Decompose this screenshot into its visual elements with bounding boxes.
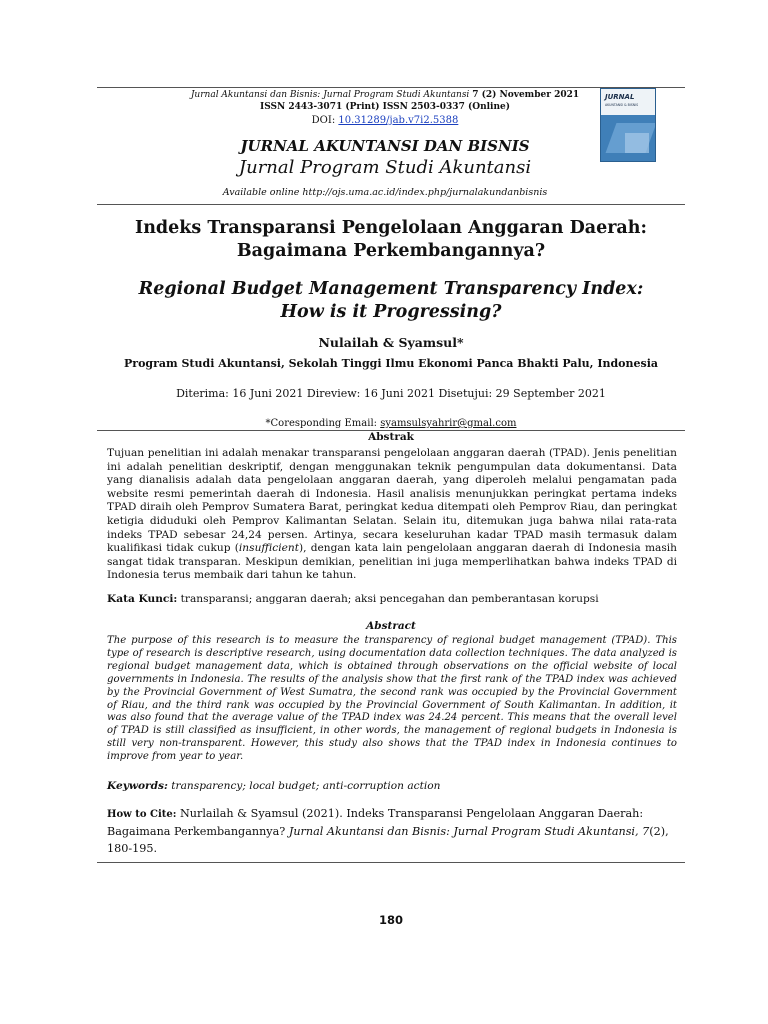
journal-citation-line — [150, 90, 620, 100]
affiliation: Program Studi Akuntansi, Sekolah Tinggi Ilmu Ekonomi Panca Bhakti Palu, Indonesia — [124, 357, 658, 370]
article-title-english — [97, 278, 685, 324]
page-number: 180 — [378, 913, 403, 927]
abstrak-body-italic: insufficient — [238, 542, 299, 555]
citation-journal: Jurnal Akuntansi dan Bisnis: Jurnal Program Studi Akuntansi, 7 — [288, 825, 650, 838]
abstrak-keywords — [107, 593, 677, 606]
cover-graphic-accent — [625, 133, 649, 153]
abstract-body: The purpose of this research is to measure the transparency of regional budget management (TPAD). This type of research is descriptive research, using documentation data collection techniques. The data analyzed is regional budget management data, which is obtained through observations on the official website of local governments in Indonesia. The results of the analysis show that the first rank of the TPAD index was achieved by the Provincial Government of West Sumatra, the second rank was occupied by the Provincial Government of Riau, and the third rank was occupied by the Provincial Government of South Kalimantan. In addition, it was also found that the average value of the TPAD index was 24.24 percent. This means that the overall level of TPAD is still classified as insufficient, in other words, the management of regional budgets in Indonesia is still very non-transparent. However, this study also shows that the TPAD index in Indonesia continues to improve from year to year. — [107, 635, 677, 763]
available-online: Available online http://ojs.uma.ac.id/index.php/jurnalakundanbisnis — [222, 187, 548, 198]
abstract-heading: Abstract — [366, 620, 416, 632]
title-id-line2: Bagaimana Perkembangannya? — [236, 241, 546, 261]
article-dates: Diterima: 16 Juni 2021 Direview: 16 Juni 2021 Disetujui: 29 September 2021 — [176, 387, 606, 400]
email-label: *Coresponding Email: — [265, 418, 378, 429]
abstract-keywords — [107, 780, 677, 793]
keywords-text: transparency; local budget; anti-corruption action — [171, 780, 441, 792]
doi-label: DOI: — [311, 115, 336, 126]
authors: Nulailah & Syamsul* — [318, 335, 464, 350]
kata-kunci-text: transparansi; anggaran daerah; aksi pencegahan dan pemberantasan korupsi — [180, 593, 599, 605]
abstrak-body-part2: ), dengan kata lain pengelolaan anggaran daerah di Indonesia masih sangat tidak transparan. Meskipun demikian, penelitian ini juga memperlihatkan bahwa indeks TPAD di Indonesia terus membaik dari tahun ke tahun. — [107, 542, 678, 582]
title-en-line2: How is it Progressing? — [280, 302, 502, 322]
citation-text: Nurlailah & Syamsul (2021). Indeks Transparansi Pengelolaan Anggaran Daerah: Bagaimana Perkembangannya? — [107, 807, 644, 838]
journal-subtitle: Jurnal Program Studi Akuntansi — [238, 157, 532, 178]
header-rule-bottom — [97, 204, 685, 205]
title-en-line1: Regional Budget Management Transparency Index: — [138, 279, 644, 299]
how-to-cite-label: How to Cite: — [107, 809, 177, 820]
citation-pages: (2), 180-195. — [107, 825, 669, 855]
doi-link[interactable]: 10.31289/jab.v7i2.5388 — [338, 115, 459, 126]
cover-subtitle: AKUNTANSI & BISNIS — [605, 103, 639, 107]
header-rule-top — [97, 87, 685, 88]
corresponding-email — [97, 418, 685, 429]
abstrak-body-part1: Tujuan penelitian ini adalah menakar transparansi pengelolaan anggaran daerah (TPAD). Jenis penelitian ini adalah penelitian deskriptif, dengan menggunakan teknik pengumpulan data dokumentansi. Data yang dianalisis adalah data pengelolaan anggaran daerah, yang diperoleh melalui pengamatan pada website resmi pemerintah daerah di Indonesia. Hasil analisis menunjukkan peringkat pertama indeks TPAD diraih oleh Pemprov Sumatera Barat, peringkat kedua ditempati oleh Pemprov Riau, dan peringkat ketigia diduduki oleh Pemprov Kalimantan Selatan. Selain itu, ditemukan juga bahwa nilai rata-rata indeks TPAD sebesar 24,24 persen. Artinya, secara keseluruhan kadar TPAD masih termasuk dalam kualifikasi tidak cukup ( — [107, 447, 677, 555]
issn-line: ISSN 2443-3071 (Print) ISSN 2503-0337 (Online) — [260, 102, 510, 112]
keywords-label: Keywords: — [107, 780, 168, 792]
journal-title: JURNAL AKUNTANSI DAN BISNIS — [240, 137, 530, 155]
article-title-indonesian — [97, 217, 685, 263]
abstrak-heading: Abstrak — [368, 431, 414, 443]
email-link[interactable]: syamsulsyahrir@gmal.com — [380, 418, 517, 429]
journal-citation-issue: 7 (2) November 2021 — [472, 90, 580, 100]
doi-line — [150, 115, 620, 126]
journal-cover-image — [600, 88, 656, 162]
title-id-line1: Indeks Transparansi Pengelolaan Anggaran Daerah: — [135, 218, 647, 238]
abstrak-body — [107, 447, 677, 583]
kata-kunci-label: Kata Kunci: — [107, 593, 178, 605]
footer-rule — [97, 862, 685, 863]
cover-title: JURNAL — [605, 93, 635, 101]
journal-citation-name: Jurnal Akuntansi dan Bisnis: Jurnal Program Studi Akuntansi — [190, 90, 470, 100]
how-to-cite — [107, 805, 677, 857]
